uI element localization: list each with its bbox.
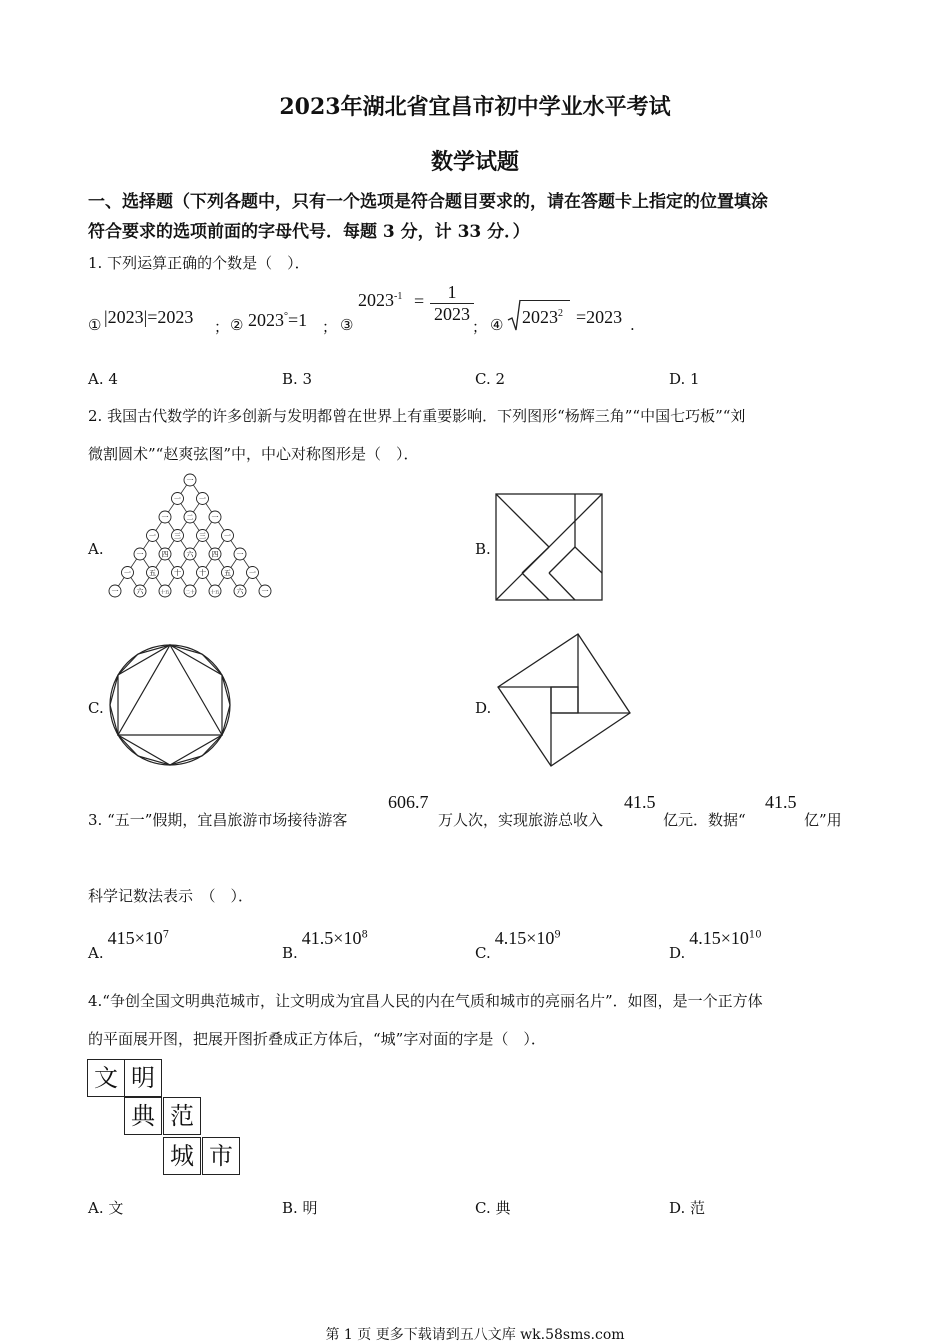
net-cell-ming: 明 xyxy=(124,1059,162,1097)
q4-stem-line1: 4.“争创全国文明典范城市，让文明成为宜昌人民的内在气质和城市的亮丽名片”．如图，是一个正方体 xyxy=(88,992,763,1010)
q4-option-c[interactable]: C. 典 xyxy=(475,1199,511,1217)
q3-v2: 41.5 xyxy=(624,792,656,812)
triangle-node-label: 六 xyxy=(236,587,244,596)
q2-option-b-label[interactable]: B. xyxy=(475,540,491,558)
q3-v3: 41.5 xyxy=(765,792,797,812)
triangle-node-label: 五 xyxy=(149,569,156,577)
triangle-node-label: 一 xyxy=(224,532,231,540)
q1-m2-label: ② xyxy=(230,316,244,334)
liuhui-circle-figure xyxy=(106,640,234,770)
q3-p3: 亿元．数据“ xyxy=(663,811,746,829)
q3-line2: 科学记数法表示 （ ）． xyxy=(88,887,254,905)
triangle-node-label: 一 xyxy=(111,587,119,596)
triangle-node-label: 十 xyxy=(174,569,181,577)
net-cell-dian: 典 xyxy=(124,1097,162,1135)
triangle-node-label: 一 xyxy=(211,513,219,522)
q2-option-c-label[interactable]: C. xyxy=(88,699,104,717)
net-cell-fan: 范 xyxy=(163,1097,201,1135)
triangle-node-label: 一 xyxy=(236,550,244,559)
triangle-node-label: 六 xyxy=(136,587,144,596)
triangle-node-label: 十 xyxy=(199,569,206,577)
q1-option-c[interactable]: C. 2 xyxy=(475,370,506,388)
triangle-node-label: 一 xyxy=(136,550,144,559)
triangle-node-label: 四 xyxy=(211,550,219,559)
cube-net-figure xyxy=(87,1059,247,1179)
q3-p2: 万人次，实现旅游总收入 xyxy=(438,811,604,829)
q4-option-b[interactable]: B. 明 xyxy=(282,1199,318,1217)
yanghui-triangle-figure xyxy=(100,470,280,605)
q1-m3-eq: = xyxy=(414,291,425,311)
radical-bar xyxy=(520,300,570,301)
triangle-node-label: 十五 xyxy=(210,590,220,596)
net-cell-cheng: 城 xyxy=(163,1137,201,1175)
exam-title: 2023年湖北省宜昌市初中学业水平考试 xyxy=(279,94,671,120)
triangle-node-label: 四 xyxy=(161,550,169,559)
triangle-node-label: 三 xyxy=(199,532,206,540)
triangle-node-label: 一 xyxy=(124,569,131,577)
q1-m4-radicand: 2023$^2$ xyxy=(522,307,563,327)
triangle-node-label: 十五 xyxy=(160,590,170,596)
q1-sep1: ； xyxy=(214,318,230,336)
q1-sep2: ； xyxy=(322,318,338,336)
q4-option-a[interactable]: A. 文 xyxy=(88,1199,124,1217)
q1-m1-label: ① xyxy=(88,316,102,334)
q1-stem: 1. 下列运算正确的个数是（ ）． xyxy=(88,254,310,272)
q1-m4-rest: =2023 xyxy=(576,307,623,327)
q1-m2: 2023°=1 xyxy=(248,310,308,330)
q1-option-b[interactable]: B. 3 xyxy=(282,370,313,388)
page-footer: 第 1 页 更多下载请到五八文库 wk.58sms.com xyxy=(325,1327,625,1343)
triangle-node-label: 二 xyxy=(186,513,194,522)
radical-sign-icon xyxy=(507,298,521,332)
q1-option-d[interactable]: D. 1 xyxy=(669,370,700,388)
q4-option-d[interactable]: D. 范 xyxy=(669,1199,706,1217)
q3-option-a[interactable]: $A.415\times 10^7$ xyxy=(88,928,170,962)
q2-option-a-label[interactable]: A. xyxy=(88,540,104,558)
q1-m4-label: ④ xyxy=(490,316,504,334)
triangle-node-label: 五 xyxy=(224,569,231,577)
q1-m3-label: ③ xyxy=(340,316,354,334)
section-heading-line1: 一、选择题（下列各题中，只有一个选项是符合题目要求的，请在答题卡上指定的位置填涂 xyxy=(88,192,768,212)
triangle-node-label: 一 xyxy=(149,532,156,540)
q1-end: . xyxy=(630,316,635,334)
exam-subtitle: 数学试题 xyxy=(430,149,519,175)
triangle-node-label: 三 xyxy=(174,532,181,540)
q1-m3-power: $2023^{-1}$ xyxy=(358,290,403,310)
q1-m1: |2023|=2023 xyxy=(104,307,194,327)
q3-option-b[interactable]: $B.41.5\times 10^8$ xyxy=(282,928,368,962)
q3-option-d[interactable]: $D.4.15\times 10^{10}$ xyxy=(669,928,762,962)
zhaoshuang-figure xyxy=(494,630,634,770)
triangle-node-label: 六 xyxy=(186,550,194,559)
q1-math-line xyxy=(88,282,868,342)
triangle-node-label: 一 xyxy=(161,513,169,522)
q3-p1: 3. “五一”假期，宜昌旅游市场接待游客 xyxy=(88,811,348,829)
q3-p4: 亿”用 xyxy=(804,811,842,829)
q4-stem-line2: 的平面展开图，把展开图折叠成正方体后，“城”字对面的字是（ ）． xyxy=(88,1030,546,1048)
q1-sep3: ； xyxy=(472,318,488,336)
q2-stem-line2: 微割圆术”“赵爽弦图”中，中心对称图形是（ ）． xyxy=(88,445,419,463)
triangle-node-label: 一 xyxy=(199,495,206,503)
q3-v1: 606.7 xyxy=(388,792,429,812)
net-cell-wen: 文 xyxy=(87,1059,125,1097)
net-cell-shi: 市 xyxy=(202,1137,240,1175)
q1-option-a[interactable]: A. 4 xyxy=(88,370,118,388)
tangram-figure xyxy=(494,492,606,604)
section-heading-line2: 符合要求的选项前面的字母代号．每题 3 分，计 33 分．） xyxy=(88,222,530,242)
triangle-node-label: 一 xyxy=(261,587,269,596)
q2-stem-line1: 2. 我国古代数学的许多创新与发明都曾在世界上有重要影响．下列图形“杨辉三角”“中国七巧板”“刘 xyxy=(88,407,746,425)
triangle-node-label: 一 xyxy=(186,476,194,485)
q1-m3-fraction: $\frac{1}{2023}$ xyxy=(430,282,474,325)
q2-option-d-label[interactable]: D. xyxy=(475,699,492,717)
q3-option-c[interactable]: $C.4.15\times 10^9$ xyxy=(475,928,561,962)
triangle-node-label: 二十 xyxy=(185,590,195,596)
triangle-node-label: 一 xyxy=(249,569,256,577)
triangle-node-label: 一 xyxy=(174,495,181,503)
